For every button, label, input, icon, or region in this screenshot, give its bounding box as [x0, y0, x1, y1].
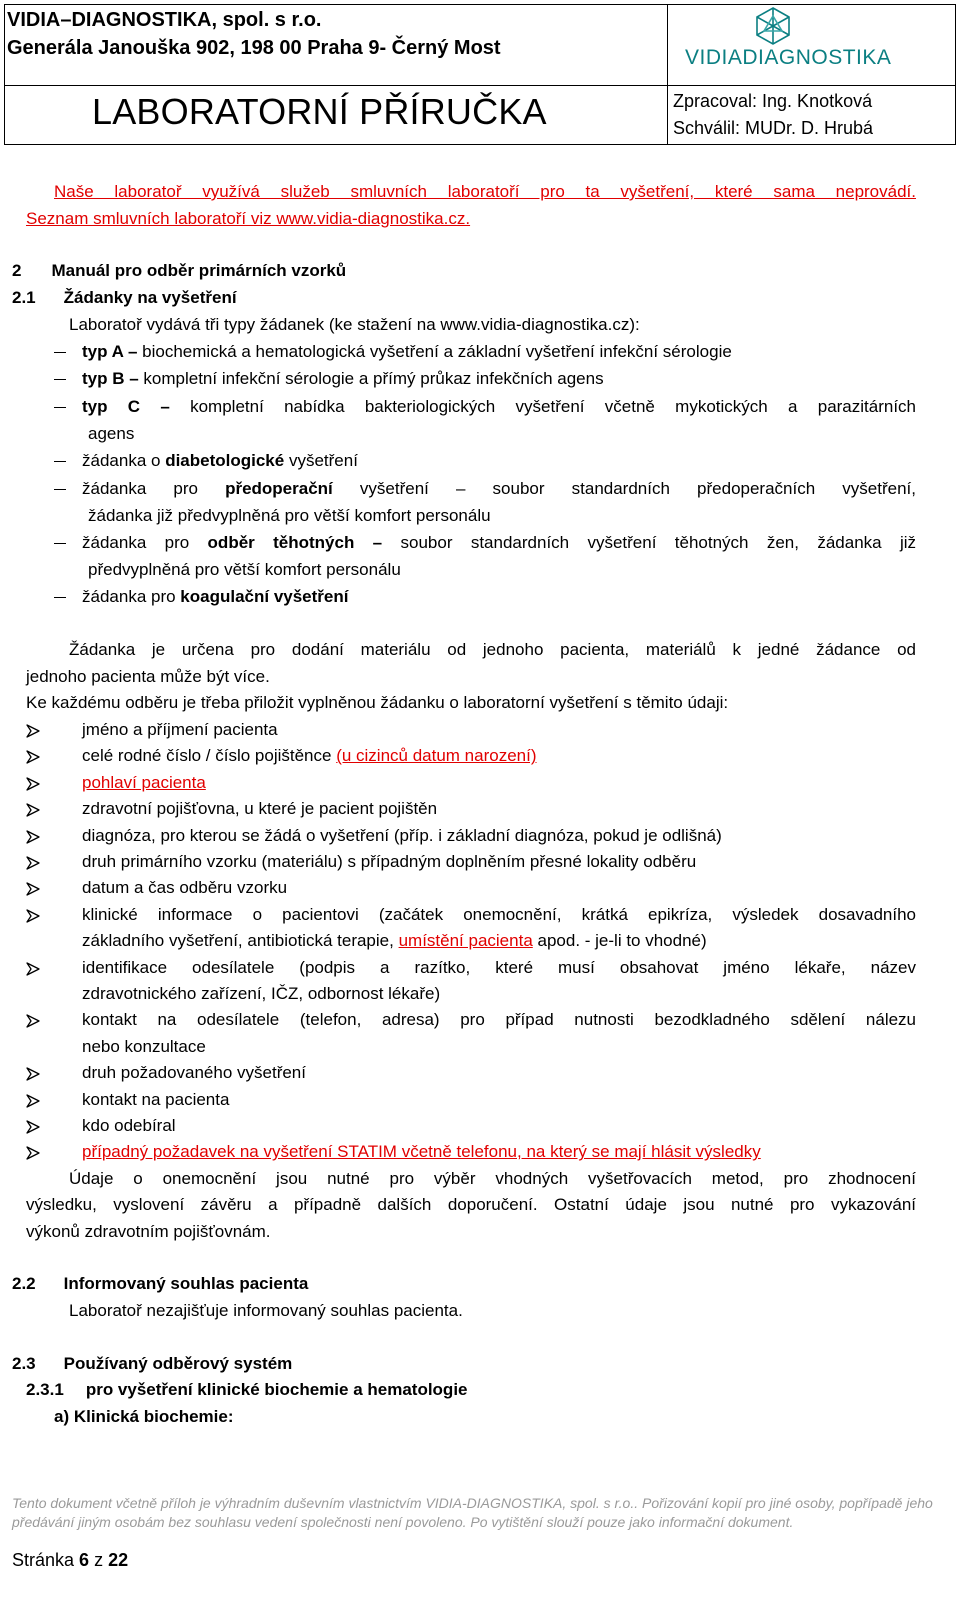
dash-bullet-icon — [54, 379, 66, 380]
arrow-bullet-icon — [26, 1145, 40, 1159]
list-item: typ B – kompletní infekční sérologie a přímý průkaz infekčních agens — [82, 369, 604, 388]
section-title: Používaný odběrový systém — [63, 1354, 293, 1373]
intro-line-1: Naše laboratoř využívá služeb smluvních laboratoří pro ta vyšetření, které sama neprovádí. — [54, 182, 916, 201]
section-2-2-text: Laboratoř nezajišťuje informovaný souhlas pacienta. — [69, 1301, 463, 1320]
company-block — [7, 6, 501, 62]
company-address: Generála Janouška 902, 198 00 Praha 9- Černý Most — [7, 37, 501, 59]
section-title: Žádanky na vyšetření — [63, 288, 237, 307]
list-item: žádanka pro předoperační vyšetření – soubor standardních předoperačních vyšetření, — [82, 479, 916, 498]
arrow-bullet-icon — [26, 855, 40, 869]
list-item: žádanka pro odběr těhotných – soubor standardních vyšetření těhotných žen, žádanka již — [82, 533, 917, 552]
section-2-2-heading — [12, 1274, 308, 1294]
requirement-item: datum a čas odběru vzorku — [82, 878, 288, 898]
arrow-bullet-icon — [26, 723, 40, 737]
arrow-bullet-icon — [26, 776, 40, 790]
requirement-item-continuation: nebo konzultace — [82, 1036, 206, 1056]
arrow-bullet-icon — [26, 1066, 40, 1080]
section-number: 2.3.1 — [26, 1380, 64, 1399]
page-number: Stránka 6 z 22 — [12, 1550, 129, 1570]
arrow-bullet-icon — [26, 881, 40, 895]
section-2-1-heading — [12, 288, 237, 308]
requirement-item: identifikace odesílatele (podpis a razítko, které musí obsahovat jméno lékaře, název — [82, 957, 916, 977]
document-title: LABORATORNÍ PŘÍRUČKA — [92, 91, 547, 132]
requirement-item-continuation: zdravotnického zařízení, IČZ, odbornost lékaře) — [82, 984, 441, 1003]
dash-bullet-icon — [54, 352, 66, 353]
footer-notice-line-1: Tento dokument včetně příloh je výhradním duševním vlastnictvím VIDIA-DIAGNOSTIKA, spol. s r.o.. Pořizování kopií pro jiné osoby, popřípadě jeho — [12, 1495, 933, 1511]
section-title: Informovaný souhlas pacienta — [63, 1274, 309, 1293]
logo-text: VIDIADIAGNOSTIKA — [685, 46, 892, 69]
dash-bullet-icon — [54, 489, 66, 490]
list-item-continuation: agens — [88, 424, 135, 443]
paragraph-line: Ke každému odběru je třeba přiložit vyplněnou žádanku o laboratorní vyšetření s těmito údaji: — [26, 693, 729, 712]
paragraph-line: jednoho pacienta může být více. — [26, 667, 270, 686]
paragraph-line: výsledku, vyslovení závěru a případně dalších doporučení. Ostatní údaje jsou nutné pro vykazování — [26, 1195, 916, 1214]
prepared-by: Zpracoval: Ing. Knotková — [673, 91, 873, 111]
footer-notice-line-2: předávání jiným osobám bez souhlasu vedení společnosti není povoleno. Po vytištění slouží pouze jako informační dokument. — [12, 1514, 794, 1530]
list-item: žádanka o diabetologické vyšetření — [82, 451, 358, 470]
intro-line-2[interactable]: Seznam smluvních laboratoří viz www.vidia-diagnostika.cz. — [26, 209, 471, 228]
approval-block — [673, 88, 873, 142]
list-item: typ A – biochemická a hematologická vyšetření a základní vyšetření infekční sérologie — [82, 342, 732, 361]
requirement-item: kontakt na pacienta — [82, 1089, 230, 1109]
requirement-item: jméno a příjmení pacienta — [82, 720, 278, 739]
requisition-intro: Laboratoř vydává tři typy žádanek (ke stažení na www.vidia-diagnostika.cz): — [69, 315, 640, 334]
arrow-bullet-icon — [26, 961, 40, 975]
requirement-item: zdravotní pojišťovna, u které je pacient pojištěn — [82, 799, 438, 819]
approved-by: Schválil: MUDr. D. Hrubá — [673, 118, 874, 138]
requirement-item: pohlaví pacienta — [82, 772, 206, 792]
requirement-item: druh primárního vzorku (materiálu) s případným doplněním přesné lokality odběru — [82, 852, 697, 871]
list-item: typ C – kompletní nabídka bakteriologických vyšetření včetně mykotických a parazitárních — [82, 397, 917, 416]
dash-bullet-icon — [54, 461, 66, 462]
arrow-bullet-icon — [26, 829, 40, 843]
requirement-item: celé rodné číslo / číslo pojištěnce (u cizinců datum narození) — [82, 746, 537, 766]
requirement-item: diagnóza, pro kterou se žádá o vyšetření (příp. i základní diagnóza, pokud je odlišná) — [82, 825, 722, 845]
arrow-bullet-icon — [26, 908, 40, 922]
requirement-item: případný požadavek na vyšetření STATIM včetně telefonu, na který se mají hlásit výsledky — [82, 1142, 761, 1162]
requirement-item: klinické informace o pacientovi (začátek onemocnění, krátká epikríza, výsledek dosavadního — [82, 904, 916, 924]
section-number: 2 — [12, 261, 22, 280]
paragraph-line: Žádanka je určena pro dodání materiálu od jednoho pacienta, materiálů k jedné žádance od — [69, 640, 916, 659]
arrow-bullet-icon — [26, 1093, 40, 1107]
subsection-heading: a) Klinická biochemie: — [54, 1407, 234, 1426]
section-title: pro vyšetření klinické biochemie a hematologie — [85, 1380, 468, 1399]
section-2-3-1-heading — [26, 1380, 468, 1400]
list-item-continuation: předvyplněná pro větší komfort personálu — [88, 560, 401, 579]
arrow-bullet-icon — [26, 1119, 40, 1133]
section-2-3-heading — [12, 1354, 292, 1374]
paragraph-line: Údaje o onemocnění jsou nutné pro výběr vhodných vyšetřovacích metod, pro zhodnocení — [69, 1169, 916, 1188]
requirement-item: druh požadovaného vyšetření — [82, 1063, 306, 1083]
company-name: VIDIA–DIAGNOSTIKA, spol. s r.o. — [7, 9, 322, 31]
section-number: 2.3 — [12, 1354, 36, 1373]
section-number: 2.1 — [12, 288, 36, 307]
requirement-item: kdo odebíral — [82, 1116, 176, 1135]
dash-bullet-icon — [54, 597, 66, 598]
dash-bullet-icon — [54, 407, 66, 408]
dash-bullet-icon — [54, 543, 66, 544]
requirement-item: kontakt na odesílatele (telefon, adresa) pro případ nutnosti bezodkladného sdělení nálezu — [82, 1010, 916, 1030]
section-2-heading — [12, 261, 346, 281]
arrow-bullet-icon — [26, 749, 40, 763]
arrow-bullet-icon — [26, 1013, 40, 1027]
section-number: 2.2 — [12, 1274, 36, 1293]
list-item: žádanka pro koagulační vyšetření — [82, 587, 349, 606]
arrow-bullet-icon — [26, 802, 40, 816]
list-item-continuation: žádanka již předvyplněná pro větší komfort personálu — [88, 506, 491, 525]
requirement-item-continuation: základního vyšetření, antibiotická terapie, umístění pacienta apod. - je-li to vhodné) — [82, 931, 707, 951]
paragraph-line: výkonů zdravotním pojišťovnám. — [26, 1222, 271, 1241]
section-title: Manuál pro odběr primárních vzorků — [51, 261, 347, 280]
